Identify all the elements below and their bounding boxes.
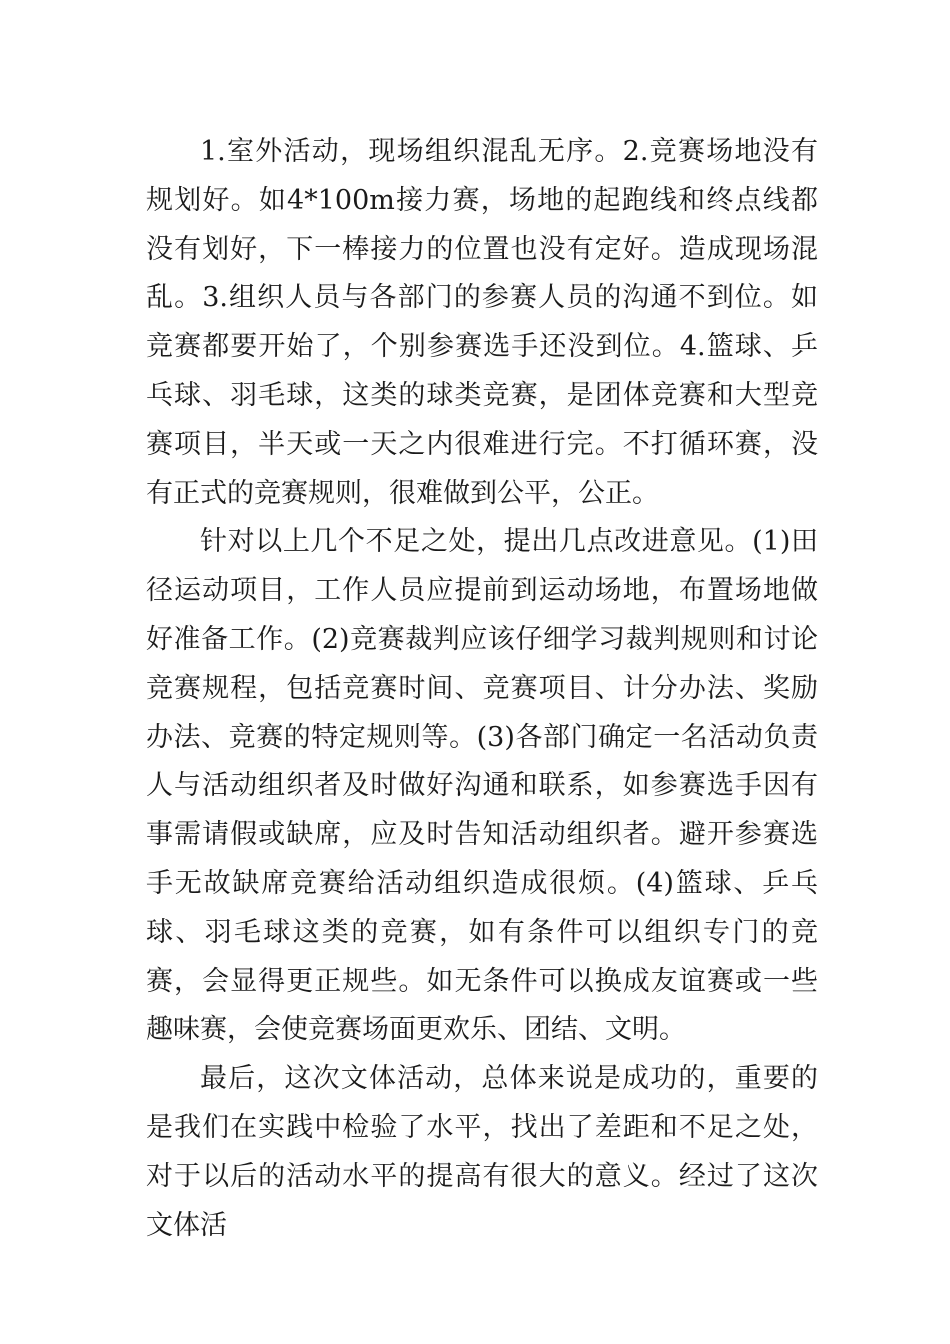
paragraph-conclusion: 最后，这次文体活动，总体来说是成功的，重要的是我们在实践中检验了水平，找出了差距和不足之处，对于以后的活动水平的提高有很大的意义。经过了这次文体活 — [146, 1063, 818, 1241]
paragraph-improvements: 针对以上几个不足之处，提出几点改进意见。(1)田径运动项目，工作人员应提前到运动场地，布置场地做好准备工作。(2)竞赛裁判应该仔细学习裁判规则和讨论竞赛规程，包括竞赛时间、竞赛项目、计分办法、奖励办法、竞赛的特定规则等。(3)各部门确定一名活动负责人与活动组织者及时做好沟通和联系，如参赛选手因有事需请假或缺席，应及时告知活动组织者。避开参赛选手无故缺席竞赛给活动组织造成很烦。(4)篮球、乒乓球、羽毛球这类的竞赛，如有条件可以组织专门的竞赛，会显得更正规些。如无条件可以换成友谊赛或一些趣味赛，会使竞赛场面更欢乐、团结、文明。 — [146, 526, 818, 1046]
document-body — [146, 128, 818, 1250]
paragraph-problems: 1.室外活动，现场组织混乱无序。2.竞赛场地没有规划好。如4*100m接力赛，场地的起跑线和终点线都没有划好，下一棒接力的位置也没有定好。造成现场混乱。3.组织人员与各部门的参赛人员的沟通不到位。如竞赛都要开始了，个别参赛选手还没到位。4.篮球、乒乓球、羽毛球，这类的球类竞赛，是团体竞赛和大型竞赛项目，半天或一天之内很难进行完。不打循环赛，没有正式的竞赛规则，很难做到公平，公正。 — [146, 136, 818, 509]
